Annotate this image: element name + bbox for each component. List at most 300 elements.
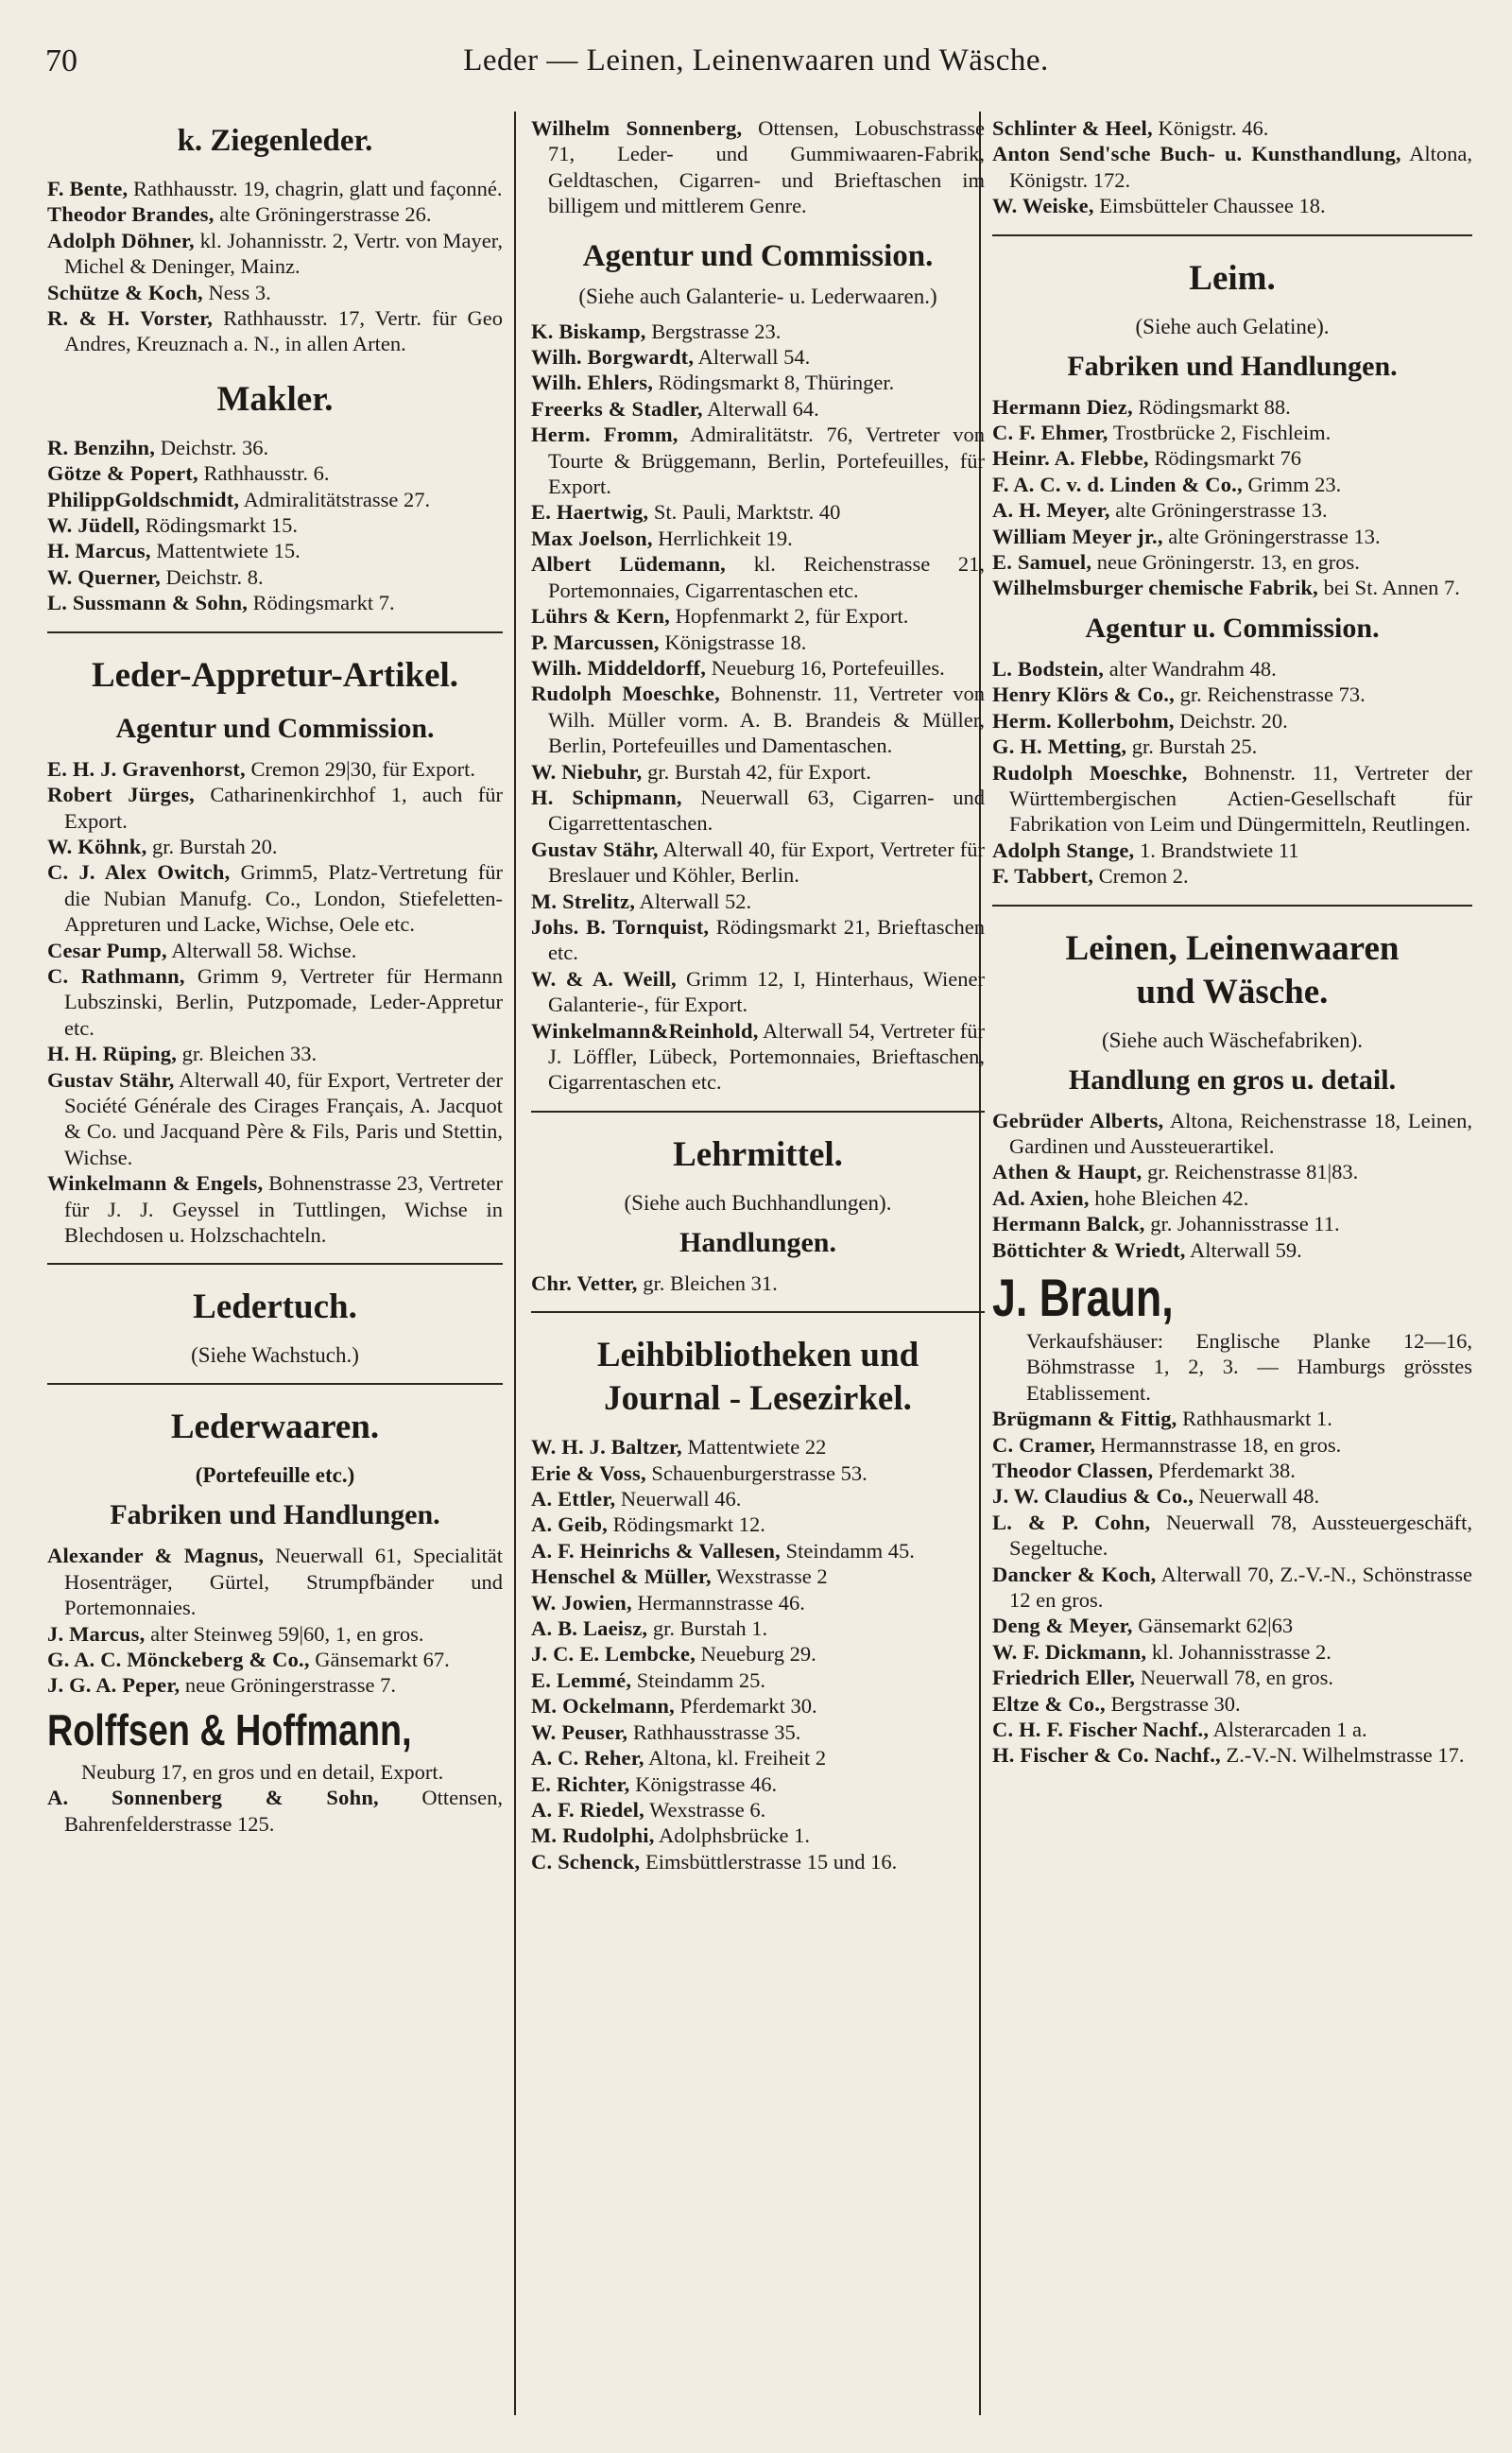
- entry-text: kl. Johannisstrasse 2.: [1151, 1639, 1332, 1664]
- entry-text: Rödingsmarkt 21, Brieftaschen etc.: [548, 914, 985, 965]
- section-note: (Siehe auch Wäschefabriken).: [1101, 1028, 1364, 1052]
- directory-entry: [47, 756, 503, 782]
- entry-text: Alterwall 58. Wichse.: [171, 938, 357, 962]
- directory-entry: [531, 889, 985, 914]
- entry-name: Hermann Balck,: [992, 1212, 1145, 1236]
- entry-name: H. Marcus,: [47, 539, 151, 563]
- directory-entry: [531, 914, 985, 966]
- entry-text: alte Gröningerstrasse 26.: [219, 202, 432, 227]
- divider: [47, 1263, 503, 1265]
- entry-text: kl. Reichenstrasse 21, Portemonnaies, Cigarrentaschen etc.: [548, 552, 985, 602]
- entry-text: Deichstr. 36.: [160, 435, 269, 459]
- entry-name: Heinr. A. Flebbe,: [992, 446, 1149, 471]
- directory-entry: [47, 487, 503, 512]
- entry-name: L. Bodstein,: [992, 656, 1105, 681]
- entry-text: Grimm 12, I, Hinterhaus, Wiener Galanterie-, für Export.: [548, 966, 985, 1017]
- directory-entry: [531, 1615, 985, 1641]
- directory-entry: [992, 708, 1472, 734]
- entry-text: Rathhausstr. 17, Vertr. für Geo Andres, Kreuznach a. N., in allen Arten.: [64, 306, 503, 356]
- entry-name: Brügmann & Fittig,: [992, 1407, 1177, 1431]
- entry-text: Altona, Reichenstrasse 18, Leinen, Gardinen und Aussteuerartikel.: [1009, 1108, 1472, 1158]
- directory-entry: [992, 838, 1472, 863]
- directory-entry: [531, 630, 985, 655]
- entry-text: Grimm 9, Vertreter für Hermann Lubszinski, Berlin, Putzpomade, Leder-Appretur etc.: [64, 963, 503, 1040]
- entry-text: gr. Burstah 42, für Export.: [647, 759, 871, 784]
- entry-list: [992, 1406, 1472, 1769]
- entry-text: Cremon 29|30, für Export.: [250, 756, 476, 781]
- entry-name: C. Schenck,: [531, 1849, 641, 1874]
- entry-list: [992, 394, 1472, 601]
- entry-text: alter Steinweg 59|60, 1, en gros.: [150, 1621, 424, 1646]
- entry-text: Bergstrasse 23.: [651, 319, 782, 343]
- entry-name: Erie & Voss,: [531, 1460, 646, 1485]
- directory-entry: [47, 280, 503, 305]
- entry-list: [47, 176, 503, 357]
- directory-entry: [47, 1543, 503, 1620]
- entry-name: E. Haertwig,: [531, 500, 649, 525]
- entry-name: A. C. Reher,: [531, 1746, 644, 1771]
- directory-entry: [531, 1822, 985, 1848]
- entry-text: Altona, kl. Freiheit 2: [648, 1746, 827, 1771]
- directory-entry: [531, 785, 985, 837]
- directory-entry: [992, 1458, 1472, 1483]
- directory-entry: [992, 420, 1472, 445]
- entry-name: H. Schipmann,: [531, 785, 682, 809]
- directory-entry: [992, 1613, 1472, 1638]
- directory-entry: [531, 759, 985, 785]
- entry-name: Ad. Axien,: [992, 1185, 1090, 1210]
- entry-text: Grimm5, Platz-Vertretung für die Nubian Manufg. Co., London, Stiefeletten-Appreturen und Lacke, Wichse, Oele etc.: [64, 860, 503, 937]
- entry-text: Bohnenstrasse 23, Vertreter für J. J. Geyssel in Tuttlingen, Wichse in Blechdosen u. Holzschachteln.: [64, 1171, 503, 1247]
- entry-text: alter Wandrahm 48.: [1108, 656, 1277, 681]
- directory-entry: [531, 396, 985, 422]
- directory-entry: [47, 782, 503, 834]
- page-header: [45, 38, 1467, 96]
- directory-entry: [531, 1538, 985, 1563]
- entry-list: [992, 115, 1472, 219]
- directory-entry: [992, 682, 1472, 707]
- entry-name: Johs. B. Tornquist,: [531, 914, 710, 939]
- divider: [992, 234, 1472, 236]
- directory-entry: [531, 1563, 985, 1589]
- directory-entry: [47, 435, 503, 460]
- entry-name: Rudolph Moeschke,: [992, 760, 1188, 785]
- directory-entry: [47, 512, 503, 538]
- entry-name: PhilippGoldschmidt,: [47, 487, 240, 511]
- directory-entry: [531, 526, 985, 551]
- entry-text: kl. Johannisstr. 2, Vertr. von Mayer, Michel & Deninger, Mainz.: [64, 228, 503, 279]
- entry-name: K. Biskamp,: [531, 319, 646, 343]
- entry-name: C. J. Alex Owitch,: [47, 860, 231, 885]
- entry-text: neue Gröningerstr. 13, en gros.: [1096, 550, 1360, 575]
- entry-name: J. G. A. Peper,: [47, 1673, 180, 1698]
- entry-name: E. Lemmé,: [531, 1667, 632, 1692]
- column-divider: [514, 112, 516, 2415]
- entry-name: Chr. Vetter,: [531, 1270, 638, 1295]
- directory-entry: [531, 1849, 985, 1874]
- entry-name: L. Sussmann & Sohn,: [47, 591, 249, 615]
- entry-text: Steindamm 45.: [785, 1538, 915, 1563]
- entry-name: Wilh. Borgwardt,: [531, 345, 695, 370]
- entry-text: Hermannstrasse 18, en gros.: [1100, 1432, 1342, 1457]
- directory-entry: [992, 141, 1472, 193]
- entry-text: gr. Bleichen 31.: [643, 1270, 778, 1295]
- entry-text: gr. Burstah 1.: [652, 1616, 768, 1641]
- entry-text: Deichstr. 8.: [165, 564, 264, 589]
- entry-name: F. A. C. v. d. Linden & Co.,: [992, 472, 1243, 496]
- entry-text: gr. Bleichen 33.: [181, 1042, 318, 1066]
- entry-text: Neueburg 16, Portefeuilles.: [711, 655, 945, 680]
- entry-text: Alterwall 70, Z.-V.-N., Schönstrasse 12 en gros.: [1009, 1562, 1472, 1613]
- subsection-heading: Agentur u. Commission.: [1085, 612, 1380, 644]
- directory-entry: [47, 1621, 503, 1647]
- directory-entry: [992, 1406, 1472, 1431]
- directory-entry: [992, 760, 1472, 838]
- entry-name: W. Weiske,: [992, 194, 1094, 218]
- entry-name: H. H. Rüping,: [47, 1042, 178, 1066]
- entry-name: Adolph Stange,: [992, 838, 1135, 862]
- directory-entry: [992, 656, 1472, 682]
- entry-name: E. H. J. Gravenhorst,: [47, 756, 246, 781]
- directory-entry: [531, 1590, 985, 1615]
- entry-text: Neuerwall 78, en gros.: [1140, 1666, 1334, 1690]
- directory-entry: [47, 1785, 503, 1837]
- column-1: [47, 115, 503, 1837]
- directory-entry: [992, 472, 1472, 497]
- entry-text: Wexstrasse 6.: [649, 1797, 766, 1822]
- entry-name: G. H. Metting,: [992, 734, 1127, 759]
- entry-text: alte Gröningerstrasse 13.: [1168, 524, 1381, 548]
- directory-entry: [992, 524, 1472, 549]
- entry-text: Rathhausmarkt 1.: [1182, 1407, 1332, 1431]
- section-heading: Agentur und Commission.: [582, 238, 934, 273]
- entry-list: [531, 319, 985, 1096]
- directory-entry: [47, 834, 503, 859]
- entry-text: hohe Bleichen 42.: [1094, 1185, 1249, 1210]
- entry-text: 1. Brandstwiete 11: [1139, 838, 1299, 862]
- directory-entry: [992, 1717, 1472, 1742]
- entry-text: Wexstrasse 2: [716, 1564, 828, 1589]
- entry-name: W. Niebuhr,: [531, 759, 643, 784]
- directory-entry: [531, 1745, 985, 1771]
- entry-name: Eltze & Co.,: [992, 1691, 1106, 1716]
- entry-text: Mattentwiete 15.: [156, 539, 301, 563]
- entry-text: Neuerwall 46.: [620, 1487, 742, 1512]
- directory-entry: [47, 564, 503, 590]
- entry-text: Rathhausstr. 19, chagrin, glatt und façonné.: [132, 177, 503, 200]
- subsection-heading: Handlungen.: [679, 1226, 836, 1258]
- directory-entry: [992, 445, 1472, 471]
- entry-text: gr. Burstah 25.: [1131, 734, 1258, 759]
- entry-text: Deichstr. 20.: [1179, 708, 1288, 733]
- entry-name: Schütze & Koch,: [47, 280, 203, 304]
- section-heading: Leihbibliotheken und: [596, 1336, 919, 1375]
- directory-entry: [531, 319, 985, 344]
- directory-entry: [47, 1170, 503, 1248]
- directory-entry: [531, 966, 985, 1018]
- entry-name: J. C. E. Lembcke,: [531, 1642, 696, 1667]
- entry-name: L. & P. Cohn,: [992, 1510, 1151, 1534]
- advertiser-text: Neuburg 17, en gros und en detail, Export.: [81, 1759, 444, 1784]
- entry-name: Adolph Döhner,: [47, 228, 195, 252]
- directory-entry: [531, 1460, 985, 1486]
- entry-text: Bohnenstr. 11, Vertreter der Württembergischen Actien-Gesellschaft für Fabrikation von Leim und Düngermitteln, Reutlingen.: [1009, 760, 1472, 837]
- entry-name: Rudolph Moeschke,: [531, 682, 721, 706]
- entry-name: Winkelmann&Reinhold,: [531, 1018, 759, 1043]
- entry-name: A. H. Meyer,: [992, 498, 1110, 523]
- section-note: (Siehe Wachstuch.): [191, 1343, 359, 1368]
- directory-entry: [47, 1067, 503, 1171]
- directory-entry: [531, 115, 985, 219]
- entry-text: Admiralitätstrasse 27.: [243, 487, 431, 511]
- subsection-heading: Handlung en gros u. detail.: [1068, 1063, 1397, 1096]
- entry-text: gr. Reichenstrasse 73.: [1179, 682, 1366, 707]
- directory-entry: [531, 603, 985, 629]
- entry-text: Rathhausstrasse 35.: [632, 1719, 801, 1744]
- entry-text: Bohnenstr. 11, Vertreter von Wilh. Müller vorm. A. B. Brandeis & Müller, Berlin, Portefeuilles und Damentaschen.: [548, 682, 985, 758]
- entry-text: Mattentwiete 22: [687, 1435, 827, 1460]
- directory-entry: [992, 1108, 1472, 1160]
- directory-entry: [992, 734, 1472, 759]
- entry-text: Alsterarcaden 1 a.: [1212, 1718, 1367, 1742]
- directory-entry: [531, 1270, 985, 1296]
- entry-text: Hopfenmarkt 2, für Export.: [675, 604, 909, 629]
- entry-name: Böttichter & Wriedt,: [992, 1237, 1186, 1262]
- directory-entry: [992, 1510, 1472, 1562]
- directory-entry: [531, 1667, 985, 1693]
- directory-entry: [531, 1434, 985, 1460]
- entry-text: alte Gröningerstrasse 13.: [1115, 498, 1328, 523]
- entry-name: W. H. J. Baltzer,: [531, 1435, 682, 1460]
- directory-entry: [531, 370, 985, 395]
- entry-text: Eimsbütteler Chaussee 18.: [1099, 194, 1326, 218]
- entry-name: Wilh. Ehlers,: [531, 371, 654, 395]
- entry-text: Alterwall 40, für Export, Vertreter der Société Générale des Cirages Français, A. Jacquot & Co. und Jacquand Père & Fils, Paris und Stettin, Wichse.: [64, 1067, 503, 1169]
- entry-text: Z.-V.-N. Wilhelmstrasse 17.: [1226, 1743, 1465, 1768]
- divider: [531, 1311, 985, 1313]
- entry-text: neue Gröningerstrasse 7.: [184, 1673, 396, 1698]
- directory-entry: [47, 1041, 503, 1066]
- section-heading: k. Ziegenleder.: [177, 124, 373, 158]
- directory-entry: [47, 460, 503, 486]
- entry-text: Alterwall 64.: [707, 396, 819, 421]
- entry-text: Neueburg 29.: [700, 1642, 816, 1667]
- directory-entry: [992, 1237, 1472, 1263]
- entry-list: [47, 1785, 503, 1837]
- entry-text: Ottensen, Bahrenfelderstrasse 125.: [64, 1786, 503, 1836]
- directory-entry: [531, 499, 985, 525]
- section-note: (Portefeuille etc.): [195, 1463, 355, 1488]
- section-heading: Lehrmittel.: [673, 1134, 843, 1174]
- entry-text: Herrlichkeit 19.: [658, 526, 793, 550]
- directory-entry: [531, 1512, 985, 1537]
- entry-name: Deng & Meyer,: [992, 1614, 1133, 1638]
- entry-text: Alterwall 54.: [697, 345, 811, 370]
- column-3: [992, 115, 1472, 1769]
- entry-text: Eimsbüttlerstrasse 15 und 16.: [644, 1849, 898, 1874]
- advertiser-text: Verkaufshäuser: Englische Planke 12—16, Böhmstrasse 1, 2, 3. — Hamburgs grösstes Etablissement.: [1026, 1328, 1472, 1405]
- section-heading: Leder-Appretur-Artikel.: [91, 655, 459, 695]
- directory-entry: [531, 1693, 985, 1719]
- entry-text: Rödingsmarkt 15.: [145, 513, 298, 538]
- directory-entry: [531, 1486, 985, 1512]
- section-note: (Siehe auch Galanterie- u. Lederwaaren.): [578, 284, 937, 308]
- entry-name: Lührs & Kern,: [531, 604, 670, 629]
- directory-entry: [531, 1018, 985, 1096]
- entry-name: J. Marcus,: [47, 1621, 146, 1646]
- directory-entry: [992, 1639, 1472, 1665]
- directory-entry: [531, 1719, 985, 1745]
- entry-name: Wilhelmsburger chemische Fabrik,: [992, 576, 1318, 600]
- section-heading: Journal - Lesezirkel.: [604, 1379, 912, 1419]
- entry-name: Götze & Popert,: [47, 461, 198, 486]
- entry-name: Anton Send'sche Buch- u. Kunsthandlung,: [992, 142, 1401, 166]
- section-heading: Makler.: [216, 379, 334, 419]
- directory-entry: [47, 859, 503, 937]
- entry-name: Cesar Pump,: [47, 938, 167, 962]
- braun-advert: [992, 1267, 1472, 1328]
- directory-entry: [992, 1211, 1472, 1236]
- entry-text: Adolphsbrücke 1.: [658, 1823, 810, 1848]
- entry-name: Henry Klörs & Co.,: [992, 682, 1175, 707]
- entry-text: Neuerwall 63, Cigarren- und Cigarrettentaschen.: [548, 785, 985, 836]
- entry-name: William Meyer jr.,: [992, 524, 1163, 548]
- entry-text: Rödingsmarkt 76: [1154, 446, 1301, 471]
- section-heading: und Wäsche.: [1136, 972, 1329, 1011]
- entry-list: [47, 435, 503, 616]
- entry-name: Dancker & Koch,: [992, 1562, 1157, 1586]
- entry-name: Friedrich Eller,: [992, 1666, 1136, 1690]
- entry-name: Wilh. Middeldorff,: [531, 655, 707, 680]
- entry-text: Rödingsmarkt 88.: [1138, 394, 1291, 419]
- directory-entry: [47, 1672, 503, 1698]
- advertiser-name: J. Braun,: [992, 1267, 1174, 1327]
- entry-text: Gänsemarkt 62|63: [1138, 1614, 1294, 1638]
- entry-text: Admiralitätstr. 76, Vertreter von Tourte & Brüggemann, Berlin, Portefeuilles, für Export.: [548, 423, 985, 499]
- directory-entry: [47, 1647, 503, 1672]
- entry-name: Robert Jürges,: [47, 783, 196, 807]
- entry-name: F. Bente,: [47, 177, 129, 200]
- entry-text: Rödingsmarkt 7.: [252, 591, 395, 615]
- directory-entry: [531, 551, 985, 603]
- directory-entry: [992, 497, 1472, 523]
- divider: [992, 905, 1472, 907]
- entry-text: Alterwall 59.: [1189, 1237, 1302, 1262]
- advertiser-name: Rolffsen & Hoffmann,: [47, 1704, 412, 1754]
- entry-list: [992, 656, 1472, 890]
- entry-text: Neuerwall 78, Aussteuergeschäft, Segeltuche.: [1009, 1510, 1472, 1561]
- entry-text: Alterwall 40, für Export, Vertreter für Breslauer und Köhler, Berlin.: [548, 837, 985, 888]
- entry-text: Schauenburgerstrasse 53.: [651, 1460, 868, 1485]
- directory-entry: [992, 1432, 1472, 1458]
- section-heading: Leinen, Leinenwaaren: [1065, 928, 1400, 968]
- entry-text: Altona, Königstr. 172.: [1009, 142, 1472, 192]
- section-note: (Siehe auch Gelatine).: [1135, 314, 1330, 338]
- directory-entry: [992, 193, 1472, 218]
- entry-name: A. F. Heinrichs & Vallesen,: [531, 1538, 781, 1563]
- divider: [47, 631, 503, 633]
- directory-entry: [992, 575, 1472, 600]
- section-note: (Siehe auch Buchhandlungen).: [624, 1190, 892, 1215]
- divider: [531, 1111, 985, 1113]
- entry-name: P. Marcussen,: [531, 630, 660, 654]
- entry-name: A. Sonnenberg & Sohn,: [47, 1786, 379, 1810]
- entry-name: A. Ettler,: [531, 1487, 616, 1512]
- entry-name: Alexander & Magnus,: [47, 1544, 265, 1568]
- directory-entry: [992, 1562, 1472, 1614]
- directory-entry: [47, 963, 503, 1041]
- directory-entry: [47, 228, 503, 280]
- entry-name: J. W. Claudius & Co.,: [992, 1484, 1194, 1509]
- section-heading: Leim.: [1189, 258, 1276, 298]
- entry-name: H. Fischer & Co. Nachf.,: [992, 1743, 1221, 1768]
- entry-text: Grimm 23.: [1247, 472, 1342, 496]
- entry-text: Königstrasse 18.: [664, 630, 807, 654]
- entry-text: Königstr. 46.: [1158, 116, 1269, 140]
- page-number: 70: [45, 43, 77, 78]
- directory-entry: [992, 1742, 1472, 1768]
- entry-name: W. F. Dickmann,: [992, 1639, 1147, 1664]
- entry-name: Henschel & Müller,: [531, 1564, 712, 1589]
- entry-name: Gebrüder Alberts,: [992, 1108, 1164, 1132]
- directory-entry: [531, 837, 985, 889]
- entry-name: E. Samuel,: [992, 550, 1092, 575]
- section-heading: Ledertuch.: [193, 1287, 357, 1327]
- entry-name: W. Jowien,: [531, 1590, 632, 1615]
- directory-entry: [992, 1691, 1472, 1717]
- entry-name: C. Rathmann,: [47, 963, 185, 988]
- entry-name: Max Joelson,: [531, 526, 653, 550]
- directory-entry: [531, 1641, 985, 1667]
- entry-name: M. Rudolphi,: [531, 1823, 655, 1848]
- entry-name: W. Köhnk,: [47, 834, 147, 858]
- directory-entry: [531, 1771, 985, 1797]
- entry-name: W. Querner,: [47, 564, 161, 589]
- entry-text: gr. Burstah 20.: [152, 834, 278, 858]
- divider: [47, 1383, 503, 1385]
- entry-text: Rödingsmarkt 8, Thüringer.: [658, 371, 895, 395]
- entry-text: Neuerwall 48.: [1198, 1484, 1320, 1509]
- entry-text: gr. Johannisstrasse 11.: [1150, 1212, 1340, 1236]
- entry-text: Gänsemarkt 67.: [315, 1648, 450, 1672]
- entry-text: Rathhausstr. 6.: [203, 461, 330, 486]
- subsection-heading: Fabriken und Handlungen.: [1067, 350, 1398, 382]
- directory-entry: [992, 1483, 1472, 1509]
- directory-entry: [992, 549, 1472, 575]
- entry-name: Herm. Kollerbohm,: [992, 708, 1175, 733]
- entry-list: [531, 115, 985, 219]
- directory-entry: [992, 863, 1472, 889]
- entry-name: Theodor Classen,: [992, 1459, 1154, 1482]
- directory-entry: [531, 681, 985, 758]
- entry-list: [47, 1543, 503, 1698]
- entry-text: Rödingsmarkt 12.: [612, 1512, 765, 1537]
- entry-name: Freerks & Stadler,: [531, 396, 703, 421]
- directory-entry: [47, 201, 503, 227]
- entry-name: Gustav Stähr,: [531, 837, 659, 861]
- directory-entry: [531, 344, 985, 370]
- entry-name: Herm. Fromm,: [531, 423, 679, 447]
- entry-name: M. Strelitz,: [531, 889, 636, 913]
- directory-entry: [47, 938, 503, 963]
- entry-text: Catharinenkirchhof 1, auch für Export.: [64, 783, 503, 833]
- column-2: [531, 115, 985, 1874]
- entry-text: Hermannstrasse 46.: [637, 1590, 805, 1615]
- section-heading: Lederwaaren.: [170, 1408, 380, 1447]
- entry-name: F. Tabbert,: [992, 864, 1094, 889]
- entry-text: Königstrasse 46.: [635, 1771, 778, 1796]
- entry-name: A. F. Riedel,: [531, 1797, 644, 1822]
